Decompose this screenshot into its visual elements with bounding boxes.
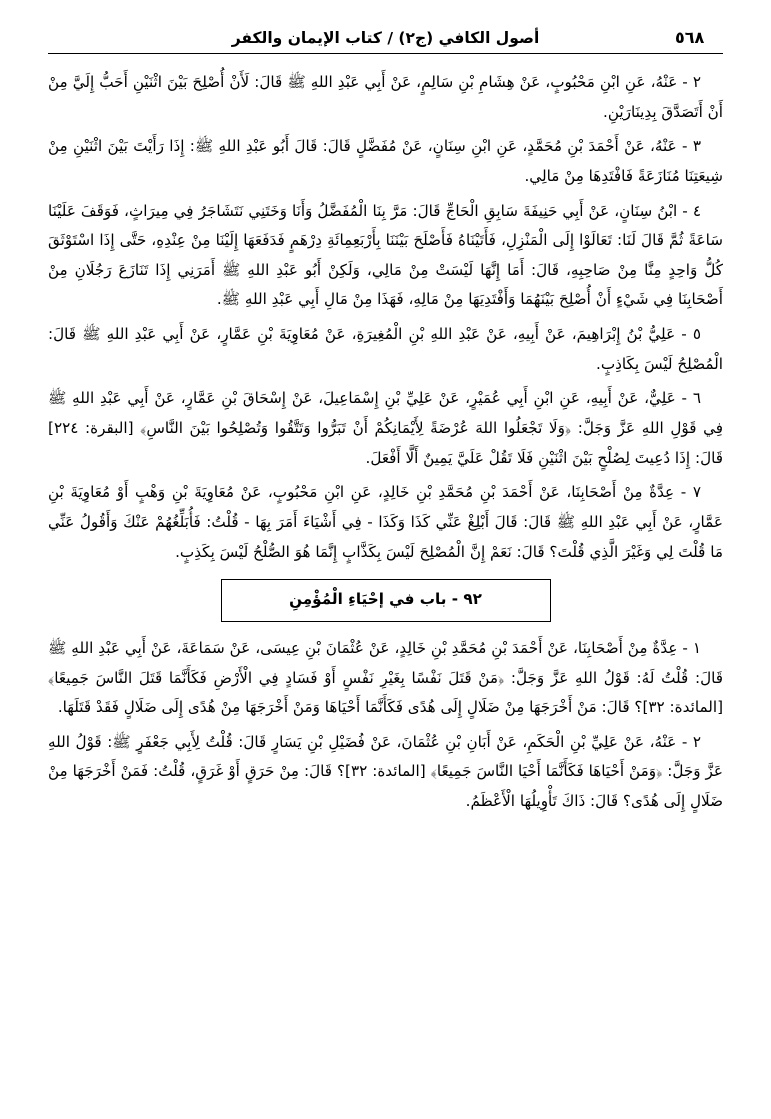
page-number: ٥٦٨	[675, 28, 705, 47]
header-divider	[48, 53, 723, 54]
hadith-paragraph: ٢ - عَنْهُ، عَنْ عَلِيِّ بْنِ الْحَكَمِ، عَنْ أَبَانِ بْنِ عُثْمَانَ، عَنْ فُضَيْلِ بْنِ يَسَارٍ قَالَ: قُلْتُ لِأَبِي جَعْفَرٍ ﷺ: قَوْلُ اللهِ عَزَّ وَجَلَّ: ﴿وَمَنْ أَحْيَاهَا فَكَأَنَّمَا أَحْيَا النَّاسَ جَمِيعًا﴾ [المائدة: ٣٢]؟ قَالَ: مِنْ حَرَقٍ أَوْ غَرَقٍ، قُلْتُ: فَمَنْ أَخْرَجَهَا مِنْ ضَلَالٍ إِلَى هُدًى؟ قَالَ: ذَاكَ تَأْوِيلُهَا الْأَعْظَمُ.	[48, 732, 723, 811]
page-title: أصول الكافي (ج٢) / كتاب الإيمان والكفر	[231, 28, 540, 47]
hadith-paragraph: ٦ - عَلِيٌّ، عَنْ أَبِيهِ، عَنِ ابْنِ أَبِي عُمَيْرٍ، عَنْ عَلِيِّ بْنِ إِسْمَاعِيلَ، عَنْ إِسْحَاقَ بْنِ عَمَّارٍ، عَنْ أَبِي عَبْدِ اللهِ ﷺ فِي قَوْلِ اللهِ عَزَّ وَجَلَّ: ﴿وَلَا تَجْعَلُوا اللهَ عُرْضَةً لِأَيْمَانِكُمْ أَنْ تَبَرُّوا وَتَتَّقُوا وَتُصْلِحُوا بَيْنَ النَّاسِ﴾ [البقرة: ٢٢٤] قَالَ: إِذَا دُعِيتَ لِصُلْحٍ بَيْنَ اثْنَيْنِ فَلَا تَقُلْ عَلَيَّ يَمِينٌ أَلَّا أَفْعَلَ.	[48, 389, 723, 467]
hadith-paragraph: ٥ - عَلِيُّ بْنُ إِبْرَاهِيمَ، عَنْ أَبِيهِ، عَنْ عَبْدِ اللهِ بْنِ الْمُغِيرَةِ، عَنْ مُعَاوِيَةَ بْنِ عَمَّارٍ، عَنْ أَبِي عَبْدِ اللهِ ﷺ قَالَ: الْمُصْلِحُ لَيْسَ بِكَاذِبٍ.	[48, 325, 723, 373]
page-header	[48, 28, 723, 47]
hadith-paragraph: ٤ - ابْنُ سِنَانٍ، عَنْ أَبِي حَنِيفَةَ سَابِقِ الْحَاجِّ قَالَ: مَرَّ بِنَا الْمُفَضَّلُ وَأَنَا وَخَتَنِي نَتَشَاجَرُ فِي مِيرَاثٍ، فَوَقَفَ عَلَيْنَا سَاعَةً ثُمَّ قَالَ لَنَا: تَعَالَوْا إِلَى الْمَنْزِلِ، فَأَتَيْنَاهُ فَأَصْلَحَ بَيْنَنَا بِأَرْبَعِمِائَةِ دِرْهَمٍ فَدَفَعَهَا إِلَيْنَا مِنْ عِنْدِهِ، حَتَّى إِذَا اسْتَوْثَقَ كُلُّ وَاحِدٍ مِنَّا مِنْ صَاحِبِهِ، قَالَ: أَمَا إِنَّهَا لَيْسَتْ مِنْ مَالِي، وَلَكِنْ أَبُو عَبْدِ اللهِ ﷺ أَمَرَنِي إِذَا تَنَازَعَ رَجُلَانِ مِنْ أَصْحَابِنَا فِي شَيْءٍ أَنْ أُصْلِحَ بَيْنَهُمَا وَأَفْتَدِيَهَا مِنْ مَالِهِ، فَهَذَا مِنْ مَالِ أَبِي عَبْدِ اللهِ ﷺ.	[48, 201, 723, 309]
hadith-paragraph: ٢ - عَنْهُ، عَنِ ابْنِ مَحْبُوبٍ، عَنْ هِشَامِ بْنِ سَالِمٍ، عَنْ أَبِي عَبْدِ اللهِ ﷺ قَالَ: لَأَنْ أُصْلِحَ بَيْنَ اثْنَيْنِ أَحَبُّ إِلَيَّ مِنْ أَنْ أَتَصَدَّقَ بِدِينَارَيْنِ.	[48, 73, 723, 121]
hadith-paragraph: ٣ - عَنْهُ، عَنْ أَحْمَدَ بْنِ مُحَمَّدٍ، عَنِ ابْنِ سِنَانٍ، عَنْ مُفَضَّلٍ قَالَ: قَالَ أَبُو عَبْدِ اللهِ ﷺ: إِذَا رَأَيْتَ بَيْنَ اثْنَيْنِ مِنْ شِيعَتِنَا مُنَازَعَةً فَافْتَدِهَا مِنْ مَالِي.	[48, 137, 723, 185]
page-body	[48, 68, 723, 817]
hadith-paragraph: ١ - عِدَّةٌ مِنْ أَصْحَابِنَا، عَنْ أَحْمَدَ بْنِ مُحَمَّدِ بْنِ خَالِدٍ، عَنْ عُثْمَانَ بْنِ عِيسَى، عَنْ سَمَاعَةَ، عَنْ أَبِي عَبْدِ اللهِ ﷺ قَالَ: قُلْتُ لَهُ: قَوْلُ اللهِ عَزَّ وَجَلَّ: ﴿مَنْ قَتَلَ نَفْسًا بِغَيْرِ نَفْسٍ أَوْ فَسَادٍ فِي الْأَرْضِ فَكَأَنَّمَا قَتَلَ النَّاسَ جَمِيعًا﴾ [المائدة: ٣٢]؟ قَالَ: مَنْ أَخْرَجَهَا مِنْ ضَلَالٍ إِلَى هُدًى فَكَأَنَّمَا أَحْيَاهَا وَمَنْ أَخْرَجَهَا مِنْ هُدًى إِلَى ضَلَالٍ فَقَدْ قَتَلَهَا.	[48, 638, 723, 717]
chapter-heading: ٩٢ - باب في إحْيَاءِ الْمُؤْمِنِ	[289, 590, 482, 609]
hadith-paragraph: ٧ - عِدَّةٌ مِنْ أَصْحَابِنَا، عَنْ أَحْمَدَ بْنِ مُحَمَّدِ بْنِ خَالِدٍ، عَنِ ابْنِ مَحْبُوبٍ، عَنْ مُعَاوِيَةَ بْنِ وَهْبٍ أَوْ مُعَاوِيَةَ بْنِ عَمَّارٍ، عَنْ أَبِي عَبْدِ اللهِ ﷺ قَالَ: قَالَ أَبْلِغْ عَنِّي كَذَا وَكَذَا - فِي أَشْيَاءَ أَمَرَ بِهَا - قُلْتُ: فَأُبَلِّغُهُمْ عَنْكَ وَأَقُولُ عَنِّي مَا قُلْتَ لِي وَغَيْرَ الَّذِي قُلْتَ؟ قَالَ: نَعَمْ إِنَّ الْمُصْلِحَ لَيْسَ بِكَذَّابٍ إِنَّمَا هُوَ الصُّلْحُ لَيْسَ بِكَذِبٍ.	[48, 483, 723, 561]
chapter-heading-box	[221, 579, 551, 622]
